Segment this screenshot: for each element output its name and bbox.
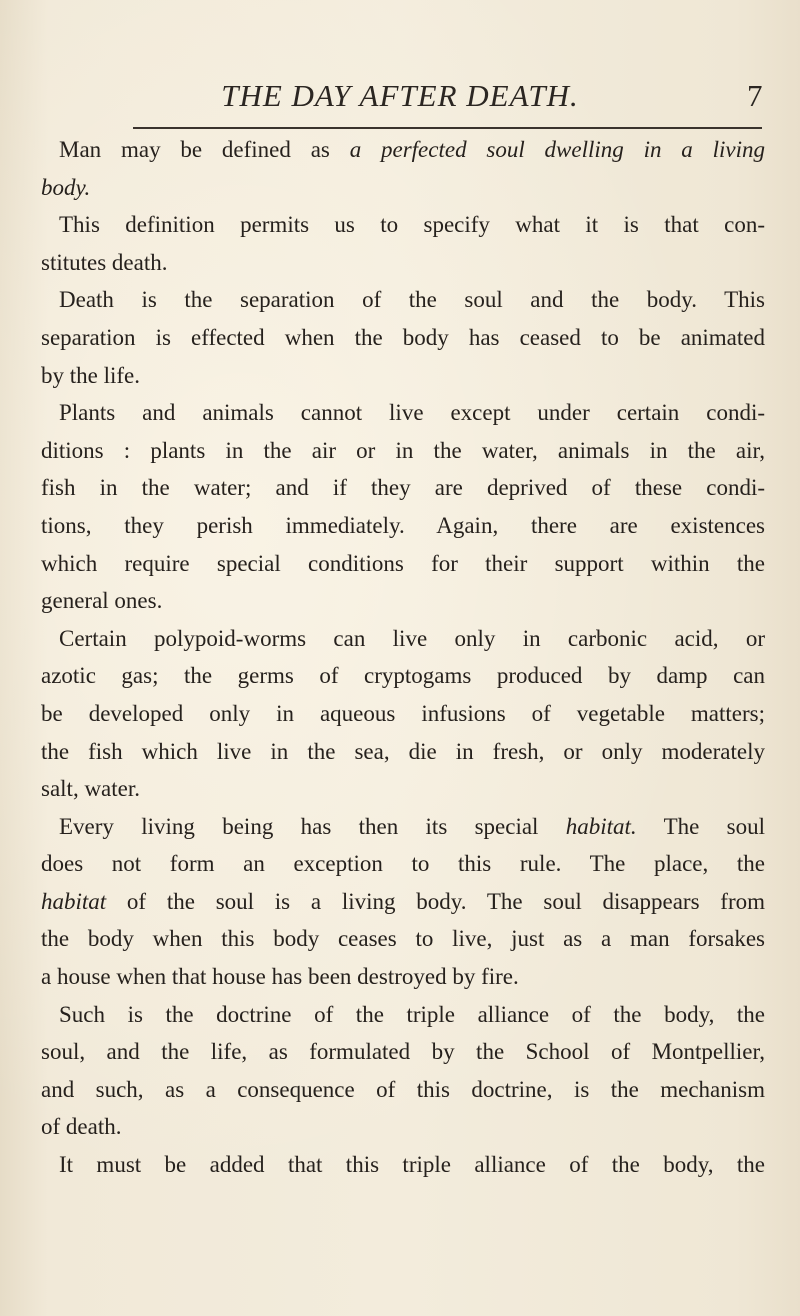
text-line — [41, 469, 765, 507]
text-line — [41, 281, 765, 319]
text-line — [41, 206, 765, 244]
text-segment: This definition permits us to specify what it is that con- — [59, 212, 765, 238]
text-line — [41, 432, 765, 470]
text-segment: by the life. — [41, 362, 140, 388]
running-title: THE DAY AFTER DEATH. — [221, 78, 579, 113]
text-line — [41, 169, 765, 207]
text-segment: tions, they perish immediately. Again, there are existences — [41, 512, 765, 538]
italic-text: habitat — [41, 888, 107, 914]
text-line — [41, 620, 765, 658]
text-line — [41, 996, 765, 1034]
text-line — [41, 770, 765, 808]
text-segment: Plants and animals cannot live except under certain condi- — [59, 400, 765, 426]
text-line — [41, 883, 765, 921]
text-segment: of the soul is a living body. The soul disappears from — [106, 888, 765, 914]
text-segment: stitutes death. — [41, 249, 168, 275]
page-header — [0, 78, 800, 124]
text-segment: a house when that house has been destroyed by fire. — [41, 964, 519, 990]
text-line — [41, 1071, 765, 1109]
text-segment: which require special conditions for their support within the — [41, 550, 765, 576]
text-line — [41, 1146, 765, 1184]
text-line — [41, 845, 765, 883]
text-segment: salt, water. — [41, 776, 140, 802]
text-segment: azotic gas; the germs of cryptogams produced by damp can — [41, 663, 765, 689]
text-segment: Man may be defined as — [59, 137, 350, 162]
text-line — [41, 1108, 765, 1146]
text-segment: fish in the water; and if they are deprived of these condi- — [41, 475, 765, 501]
text-segment: Death is the separation of the soul and the body. This — [59, 287, 765, 313]
header-rule — [133, 127, 762, 129]
text-segment: soul, and the life, as formulated by the School of Montpellier, — [41, 1039, 765, 1065]
text-segment: Certain polypoid-worms can live only in carbonic acid, or — [59, 625, 765, 651]
text-segment: separation is effected when the body has ceased to be animated — [41, 324, 765, 350]
text-line — [41, 582, 765, 620]
text-segment: Such is the doctrine of the triple alliance of the body, the — [59, 1001, 765, 1027]
text-segment: does not form an exception to this rule. The place, the — [41, 851, 765, 877]
text-segment: Every living being has then its special — [59, 813, 566, 839]
text-line — [41, 319, 765, 357]
text-line — [41, 545, 765, 583]
text-line — [41, 733, 765, 771]
text-line — [41, 1033, 765, 1071]
text-segment: The soul — [636, 813, 766, 839]
text-line — [41, 958, 765, 996]
text-segment: the fish which live in the sea, die in fresh, or only moderately — [41, 738, 765, 764]
text-line — [41, 920, 765, 958]
text-line — [41, 507, 765, 545]
italic-text: habitat. — [565, 813, 637, 839]
text-line — [41, 808, 765, 846]
text-segment: It must be added that this triple alliance of the body, the — [59, 1152, 765, 1178]
text-segment: ditions : plants in the air or in the water, animals in the air, — [41, 437, 765, 463]
text-line — [41, 657, 765, 695]
text-segment: the body when this body ceases to live, just as a man forsakes — [41, 926, 765, 952]
text-line — [41, 394, 765, 432]
text-line — [41, 357, 765, 395]
text-segment: be developed only in aqueous infusions of vegetable matters; — [41, 700, 765, 726]
text-segment: and such, as a consequence of this doctrine, is the mechanism — [41, 1076, 765, 1102]
text-line — [41, 244, 765, 282]
page-number: 7 — [747, 78, 763, 113]
italic-text: body. — [41, 174, 91, 200]
italic-text: a perfected soul dwelling in a living — [349, 137, 765, 162]
text-line — [41, 695, 765, 733]
text-segment: general ones. — [41, 588, 163, 614]
text-line — [41, 131, 765, 169]
body-text — [41, 131, 765, 1184]
text-segment: of death. — [41, 1114, 122, 1140]
